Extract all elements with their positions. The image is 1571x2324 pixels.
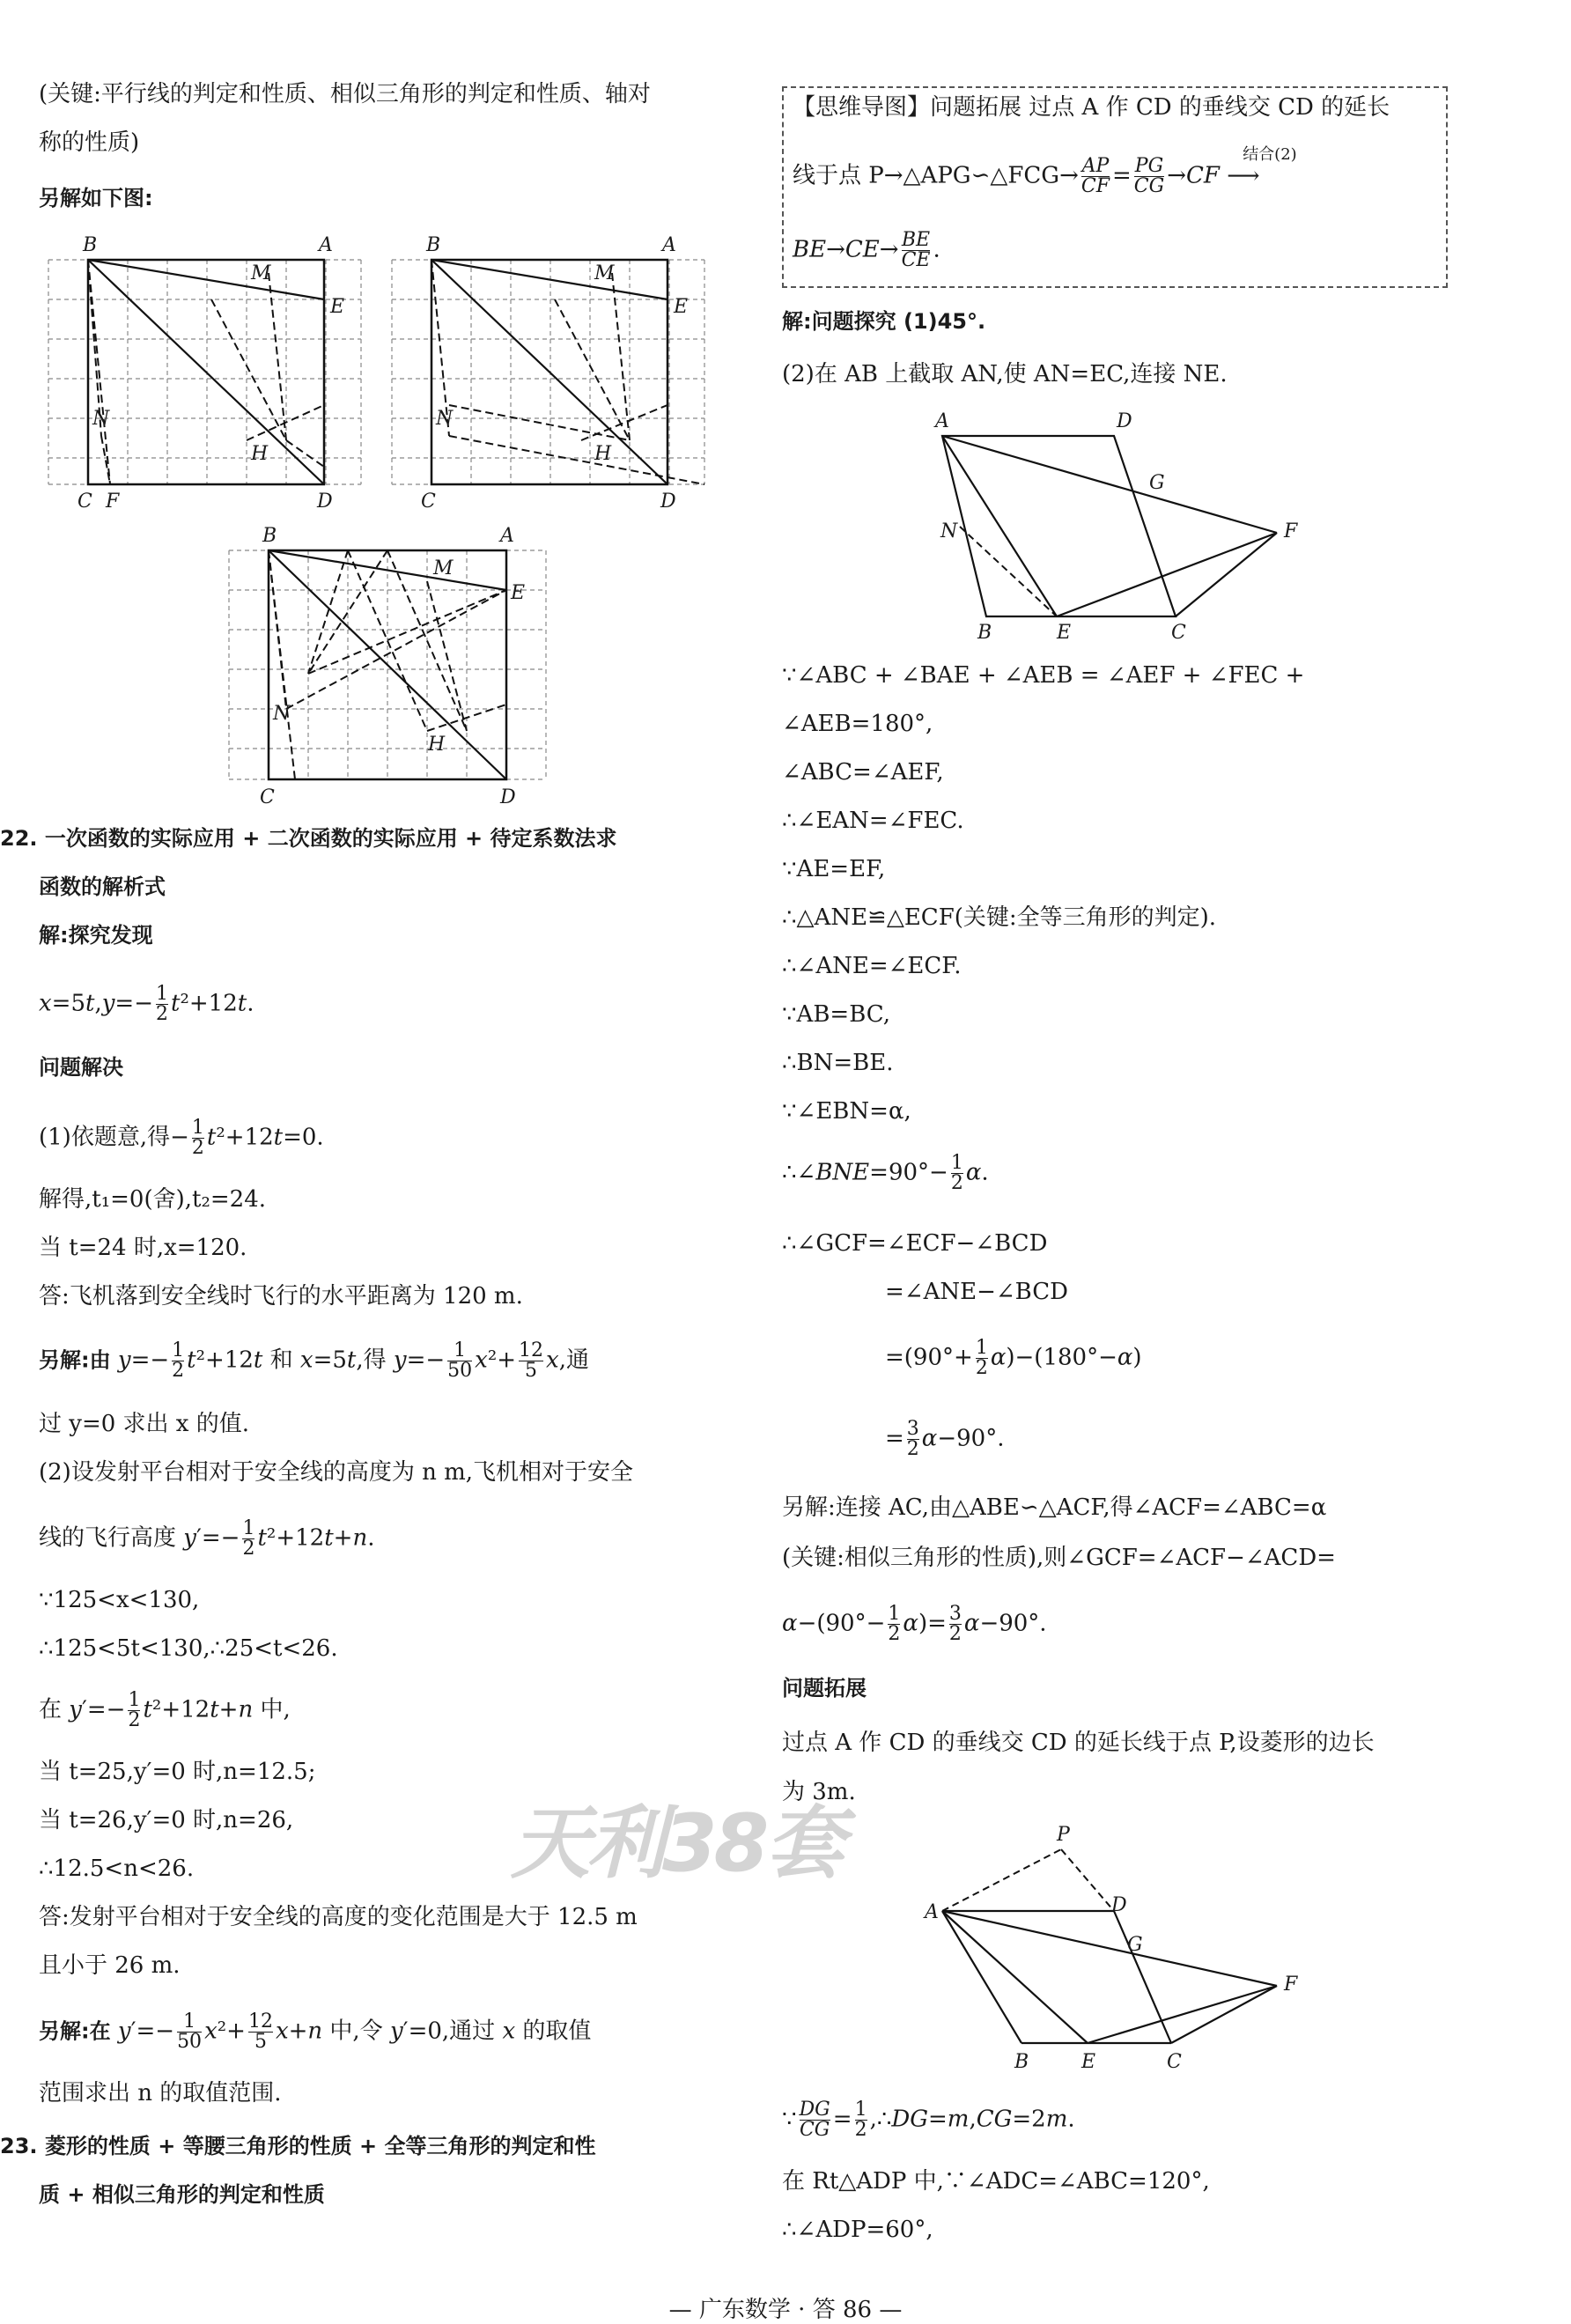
alt-2-label: 另解:在 [39, 2018, 111, 2044]
part1-label: (1)依题意,得 [39, 1124, 171, 1151]
range-2: ∴125<5t<130,∴25<t<26. [39, 1635, 338, 1662]
proof-12: ∴∠GCF=∠ECF−∠BCD [782, 1230, 1048, 1257]
extension-heading: 问题拓展 [782, 1676, 867, 1701]
q22-title: 22. 一次函数的实际应用 + 二次函数的实际应用 + 待定系数法求 [0, 826, 617, 851]
rhombus-figure-2 [916, 1814, 1312, 2078]
svg-text:H: H [428, 734, 446, 756]
grid-figure-3 [220, 520, 555, 810]
svg-text:F: F [106, 491, 120, 511]
ext-angle-2: ∴∠ADP=60°, [782, 2217, 933, 2243]
svg-text:D: D [500, 786, 516, 808]
svg-text:E: E [330, 296, 345, 318]
page-footer: — 广东数学 · 答 86 — [668, 2297, 903, 2323]
svg-text:M: M [251, 262, 271, 284]
answer-2b: 且小于 26 m. [39, 1952, 181, 1979]
alt-solution-2: 另解:在 y′=− $\frac{1}{50}$ x²+ $\frac{12}{5}$ x+n 中,令 y′=0,通过 x 的取值 [39, 2010, 592, 2053]
svg-text:B: B [83, 234, 98, 256]
range-3-label: 在 [39, 1696, 63, 1723]
mind-map-line2-text: 线于点 P→△APG∽△FCG→ [793, 162, 1079, 189]
solution-part1: 解:问题探究 (1)45°. [782, 309, 986, 334]
svg-text:B: B [977, 622, 992, 643]
watermark: 天利38套 [511, 1797, 842, 1890]
proof-1: ∵∠ABC + ∠BAE + ∠AEB = ∠AEF + ∠FEC + [782, 662, 1305, 689]
key-note: (关键:平行线的判定和性质、相似三角形的判定和性质、轴对 [39, 81, 651, 107]
svg-text:E: E [511, 582, 526, 604]
alt-solution-right-3: α−(90°− $\frac{1}{2}$ α)= $\frac{3}{2}$ α−90°. [782, 1603, 1047, 1645]
svg-text:E: E [1081, 2051, 1096, 2073]
mind-map-line3: BE→CE→ $\frac{BE}{CE}$ . [793, 229, 940, 271]
alt-label: 另解如下图: [39, 186, 153, 210]
formula-xy: x=5t,y=− $\frac{1}{2}$ t²+12t. [39, 983, 254, 1025]
extension-2: 为 3m. [782, 1779, 856, 1805]
svg-text:D: D [317, 491, 333, 511]
proof-3: ∠ABC=∠AEF, [782, 759, 944, 786]
svg-text:B: B [1014, 2051, 1029, 2073]
svg-text:A: A [500, 525, 514, 547]
range-6: ∴12.5<n<26. [39, 1856, 195, 1882]
svg-text:F: F [1284, 1974, 1298, 1996]
svg-text:M: M [594, 262, 615, 284]
ext-ratio: ∵ $\frac{DG}{CG}$ = $\frac{1}{2}$ ,∴DG=m,CG=2m. [782, 2099, 1075, 2141]
solution-part2: (2)在 AB 上截取 AN,使 AN=EC,连接 NE. [782, 361, 1228, 387]
q23-title-2: 质 + 相似三角形的判定和性质 [39, 2182, 325, 2207]
proof-15: = $\frac{3}{2}$ α−90°. [885, 1418, 1005, 1460]
svg-text:D: D [660, 491, 676, 511]
proof-9: ∴BN=BE. [782, 1050, 894, 1076]
svg-text:A: A [935, 410, 949, 432]
alt-1-label: 另解:由 [39, 1347, 111, 1373]
svg-text:B: B [426, 234, 441, 256]
svg-text:E: E [674, 296, 689, 318]
proof-4: ∴∠EAN=∠FEC. [782, 808, 964, 834]
part1-solved: 解得,t₁=0(舍),t₂=24. [39, 1186, 267, 1213]
combine-label: 结合(2) [1243, 144, 1297, 164]
svg-text:P: P [1057, 1824, 1070, 1846]
part2-height-label: 线的飞行高度 [39, 1524, 177, 1552]
alt-solution-right: 另解:连接 AC,由△ABE∽△ACF,得∠ACF=∠ABC=α [782, 1494, 1327, 1521]
q22-title-2: 函数的解析式 [39, 874, 166, 899]
svg-text:F: F [1284, 520, 1298, 542]
proof-5: ∵AE=EF, [782, 856, 886, 882]
svg-text:M: M [433, 557, 454, 579]
answer-2: 答:发射平台相对于安全线的高度的变化范围是大于 12.5 m [39, 1904, 638, 1930]
svg-text:H: H [251, 443, 269, 465]
svg-text:C: C [260, 786, 275, 808]
solve-heading: 问题解决 [39, 1055, 123, 1080]
alt-solution-1: 另解:由 y=− $\frac{1}{2}$ t²+12t 和 x=5t,得 y=− $\frac{1}{50}$ x²+ $\frac{12}{5}$ x,通 [39, 1339, 589, 1382]
svg-text:E: E [1057, 622, 1072, 643]
svg-text:H: H [594, 443, 612, 465]
proof-8: ∵AB=BC, [782, 1001, 891, 1028]
alt-solution-1b: 过 y=0 求出 x 的值. [39, 1411, 250, 1437]
svg-text:N: N [273, 703, 291, 725]
svg-text:N: N [436, 408, 454, 430]
extension-1: 过点 A 作 CD 的垂线交 CD 的延长线于点 P,设菱形的边长 [782, 1730, 1375, 1756]
part2-height: 线的飞行高度 y′=− $\frac{1}{2}$ t²+12t+n. [39, 1517, 375, 1560]
svg-text:N: N [92, 408, 110, 430]
explore-heading: 解:探究发现 [39, 923, 153, 948]
proof-11: ∴∠BNE=90°− $\frac{1}{2}$ α. [782, 1152, 989, 1194]
mind-map-line2: 线于点 P→△APG∽△FCG→ $\frac{AP}{CF}$ = $\frac{PG}{CG}$ →CF 结合(2) ⟶ [793, 157, 1332, 196]
svg-text:C: C [421, 491, 436, 511]
proof-13: =∠ANE−∠BCD [885, 1279, 1068, 1305]
alt-solution-right-2: (关键:相似三角形的性质),则∠GCF=∠ACF−∠ACD= [782, 1545, 1336, 1571]
range-3: 在 y′=− $\frac{1}{2}$ t²+12t+n 中, [39, 1689, 291, 1731]
part1-line: (1)依题意,得− $\frac{1}{2}$ t²+12t=0. [39, 1117, 324, 1159]
grid-figure-1 [35, 229, 370, 511]
proof-6: ∴△ANE≌△ECF(关键:全等三角形的判定). [782, 904, 1217, 931]
alt-solution-2b: 范围求出 n 的取值范围. [39, 2080, 282, 2106]
svg-text:C: C [77, 491, 92, 511]
svg-text:C: C [1171, 622, 1186, 643]
svg-text:A: A [319, 234, 333, 256]
svg-text:N: N [940, 520, 958, 542]
part2-line: (2)设发射平台相对于安全线的高度为 n m,飞机相对于安全 [39, 1459, 634, 1486]
proof-10: ∵∠EBN=α, [782, 1098, 911, 1125]
svg-text:G: G [1127, 1934, 1143, 1956]
key-note-2: 称的性质) [39, 129, 140, 156]
range-4: 当 t=25,y′=0 时,n=12.5; [39, 1759, 316, 1785]
answer-1: 答:飞机落到安全线时飞行的水平距离为 120 m. [39, 1283, 523, 1310]
ext-angle-1: 在 Rt△ADP 中,∵∠ADC=∠ABC=120°, [782, 2168, 1210, 2195]
grid-figure-2 [379, 229, 713, 511]
svg-text:G: G [1149, 472, 1165, 494]
svg-text:D: D [1117, 410, 1132, 432]
part1-value: 当 t=24 时,x=120. [39, 1235, 247, 1261]
proof-7: ∴∠ANE=∠ECF. [782, 953, 962, 979]
svg-text:C: C [1167, 2051, 1182, 2073]
rhombus-figure-1 [916, 405, 1312, 643]
range-1: ∵125<x<130, [39, 1587, 200, 1613]
svg-text:A: A [662, 234, 676, 256]
svg-text:D: D [1111, 1894, 1127, 1916]
q23-title: 23. 菱形的性质 + 等腰三角形的性质 + 全等三角形的判定和性 [0, 2134, 596, 2158]
proof-14: =(90°+ $\frac{1}{2}$ α)−(180°−α) [885, 1337, 1142, 1379]
mind-map-title: 【思维导图】问题拓展 过点 A 作 CD 的垂线交 CD 的延长 [793, 94, 1390, 121]
proof-2: ∠AEB=180°, [782, 711, 933, 737]
svg-text:A: A [925, 1901, 939, 1923]
range-5: 当 t=26,y′=0 时,n=26, [39, 1807, 294, 1833]
svg-text:B: B [262, 525, 277, 547]
